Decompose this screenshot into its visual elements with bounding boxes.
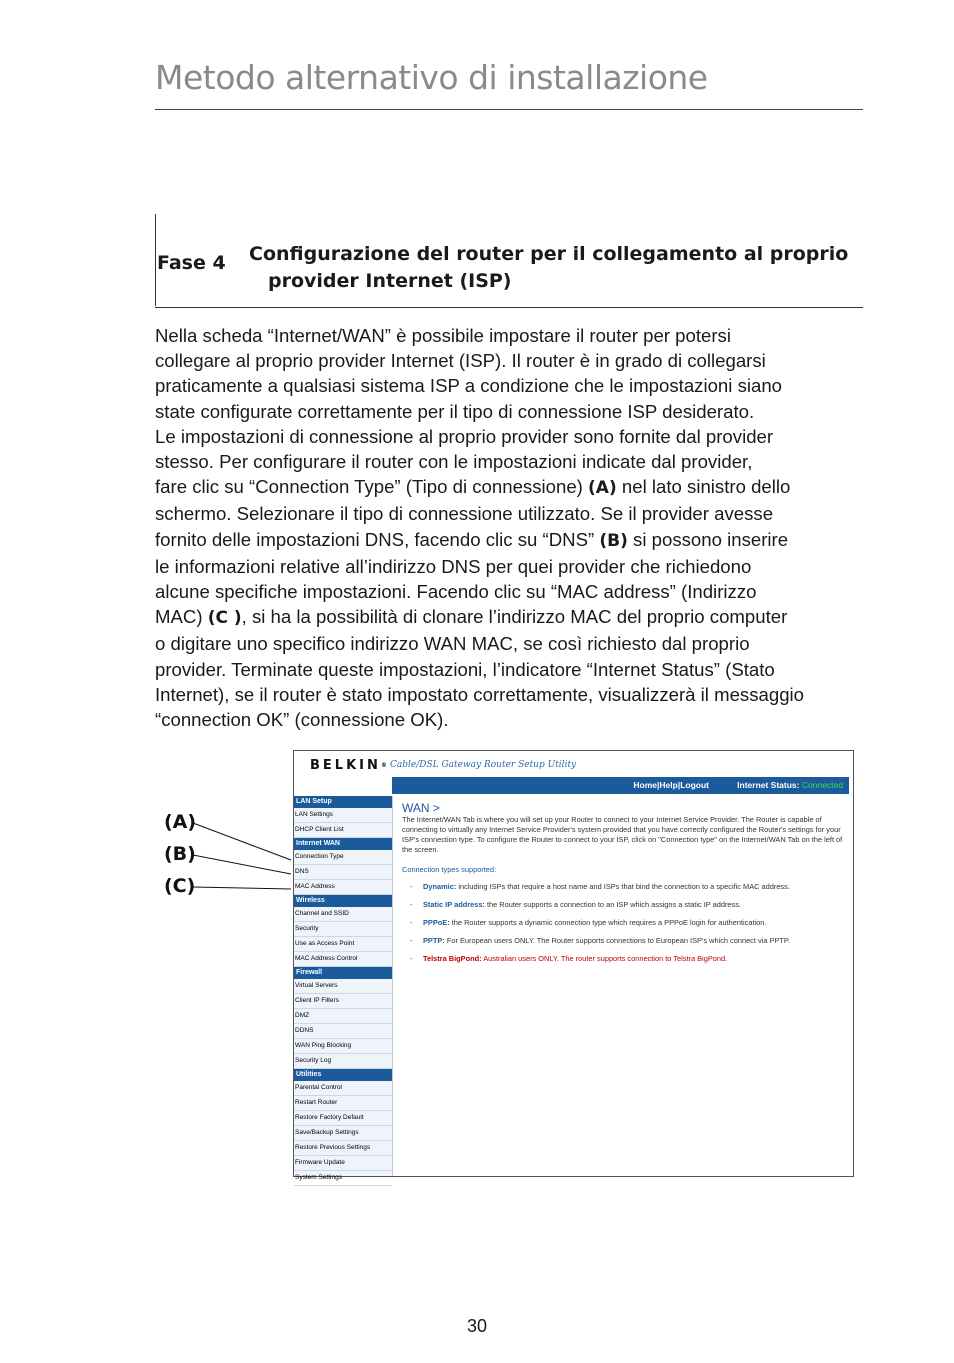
sidebar-item-dmz[interactable]: DMZ — [294, 1009, 392, 1024]
sidebar-section-lan-setup: LAN Setup — [294, 796, 392, 808]
callout-label-a: (A) — [164, 811, 197, 833]
sidebar-item-dhcp-client-list[interactable]: DHCP Client List — [294, 823, 392, 838]
body-line: alcune specifiche impostazioni. Facendo clic su “MAC address” (Indirizzo — [155, 581, 757, 603]
callout-ref-b: (B) — [599, 530, 628, 551]
list-item-label: PPTP: — [423, 936, 445, 945]
callout-label-b: (B) — [164, 843, 196, 865]
sidebar-item-access-point[interactable]: Use as Access Point — [294, 937, 392, 952]
sidebar-item-ddns[interactable]: DDNS — [294, 1024, 392, 1039]
body-line: praticamente a qualsiasi sistema ISP a condizione che le impostazioni siano — [155, 375, 783, 397]
sidebar-section-utilities: Utilities — [294, 1069, 392, 1081]
callout-ref-c: (C ) — [207, 608, 242, 629]
top-nav-links[interactable]: Home|Help|Logout — [633, 780, 709, 790]
sidebar-item-save-backup[interactable]: Save/Backup Settings — [294, 1126, 392, 1141]
body-text-run: , si ha la possibilità di clonare l’indirizzo MAC del proprio computer — [241, 606, 788, 628]
leader-line-b — [193, 855, 291, 874]
sidebar-section-internet-wan: Internet WAN — [294, 838, 392, 850]
sidebar-section-firewall: Firewall — [294, 967, 392, 979]
sidebar-item-restart-router[interactable]: Restart Router — [294, 1096, 392, 1111]
body-text-run: fare clic su “Connection Type” (Tipo di connessione) — [155, 476, 589, 498]
body-line: collegare al proprio provider Internet (ISP). Il router è in grado di collegarsi — [155, 350, 766, 372]
list-item-text: For European users ONLY. The Router supports connections to European ISP's which connect via PPTP. — [444, 936, 790, 945]
sidebar-item-restore-factory[interactable]: Restore Factory Default — [294, 1111, 392, 1126]
list-item-label: PPPoE: — [423, 918, 450, 927]
list-item-label: Static IP address: — [423, 900, 485, 909]
sidebar-item-system-settings[interactable]: System Settings — [294, 1171, 392, 1186]
body-line: state configurate correttamente per il tipo di connessione ISP desiderato. — [155, 400, 755, 422]
list-item-text: Australian users ONLY. The router supports connection to Telstra BigPond. — [481, 954, 728, 963]
list-dash: - — [410, 918, 413, 927]
body-line: Internet), se il router è stato impostato correttamente, visualizzerà il messaggio — [155, 683, 805, 705]
router-subtitle: Cable/DSL Gateway Router Setup Utility — [390, 760, 577, 770]
sidebar-item-security[interactable]: Security — [294, 922, 392, 937]
sidebar-item-lan-settings[interactable]: LAN Settings — [294, 808, 392, 823]
status-label: Internet Status: — [737, 780, 800, 790]
list-dash: - — [410, 936, 413, 945]
step-title-line2: provider Internet (ISP) — [268, 270, 512, 292]
sidebar-item-security-log[interactable]: Security Log — [294, 1054, 392, 1069]
callout-label-c: (C) — [164, 875, 196, 897]
body-line: o digitare uno specifico indirizzo WAN MAC, se così richiesto dal proprio — [155, 633, 750, 655]
body-line: le informazioni relative all’indirizzo DNS per quei provider che richiedono — [155, 555, 752, 577]
list-item-label: Telstra BigPond: — [423, 954, 482, 963]
sidebar-item-mac-control[interactable]: MAC Address Control — [294, 952, 392, 967]
content-title: WAN > — [402, 801, 440, 815]
sidebar-item-wan-ping[interactable]: WAN Ping Blocking — [294, 1039, 392, 1054]
body-line: provider. Terminate queste impostazioni, l’indicatore “Internet Status” (Stato — [155, 658, 775, 680]
logo-text: BELKIN — [310, 758, 381, 773]
body-text-run: fornito delle impostazioni DNS, facendo clic su “DNS” — [155, 528, 600, 550]
sidebar-item-parental-control[interactable]: Parental Control — [294, 1081, 392, 1096]
list-dash: - — [410, 954, 413, 963]
body-line: stesso. Per configurare il router con le impostazioni indicate dal provider, — [155, 451, 753, 473]
page-number: 30 — [466, 1316, 488, 1336]
body-text-run: si possono inserire — [627, 528, 789, 550]
list-item-label: Dynamic: — [423, 882, 457, 891]
sidebar-section-wireless: Wireless — [294, 895, 392, 907]
leader-line-a — [193, 823, 291, 860]
body-line: Nella scheda “Internet/WAN” è possibile impostare il router per potersi — [155, 325, 731, 346]
list-dash: - — [410, 882, 413, 891]
sidebar-item-channel-ssid[interactable]: Channel and SSID — [294, 907, 392, 922]
registered-mark: ® — [380, 762, 387, 769]
content-intro: The Internet/WAN Tab is where you will set up your Router to connect to your Internet Service Provider. The Router is capable of connecting to virtually any Internet Service Provider's system provided that you have correctly configured the Router's settings for your ISP's connection type. To configure the Router to connect to your ISP, click on "Connection type" on the Internet/WAN Tab on the left of the screen. — [402, 815, 843, 854]
sidebar-item-virtual-servers[interactable]: Virtual Servers — [294, 979, 392, 994]
body-line: “connection OK” (connessione OK). — [155, 709, 449, 731]
connection-types-heading: Connection types supported: — [402, 865, 497, 874]
body-text-run: nel lato sinistro dello — [616, 476, 791, 498]
list-dash: - — [410, 900, 413, 909]
list-item-text: including ISPs that require a host name and ISPs that bind the connection to a specific MAC address. — [456, 882, 790, 891]
body-text-run: MAC) — [155, 606, 208, 628]
page-title: Metodo alternativo di installazione — [155, 58, 708, 97]
step-label: Fase 4 — [157, 252, 226, 274]
status-value: Connected — [801, 780, 843, 790]
step-title-line1: Configurazione del router per il collegamento al proprio — [249, 243, 849, 265]
body-line: Le impostazioni di connessione al proprio provider sono fornite dal provider — [155, 425, 774, 447]
sidebar-item-mac-address[interactable]: MAC Address — [294, 880, 392, 895]
sidebar-item-connection-type[interactable]: Connection Type — [294, 850, 392, 865]
list-item-text: the Router supports a dynamic connection type which requires a PPPoE login for authentication. — [449, 918, 767, 927]
sidebar-item-dns[interactable]: DNS — [294, 865, 392, 880]
sidebar-item-firmware-update[interactable]: Firmware Update — [294, 1156, 392, 1171]
body-line: schermo. Selezionare il tipo di connessione utilizzato. Se il provider avesse — [155, 503, 774, 525]
list-item-text: the Router supports a connection to an ISP which assigns a static IP address. — [484, 900, 741, 909]
leader-line-c — [193, 887, 291, 889]
sidebar-item-client-ip-filters[interactable]: Client IP Filters — [294, 994, 392, 1009]
callout-ref-a: (A) — [588, 478, 617, 499]
sidebar-item-restore-previous[interactable]: Restore Previous Settings — [294, 1141, 392, 1156]
